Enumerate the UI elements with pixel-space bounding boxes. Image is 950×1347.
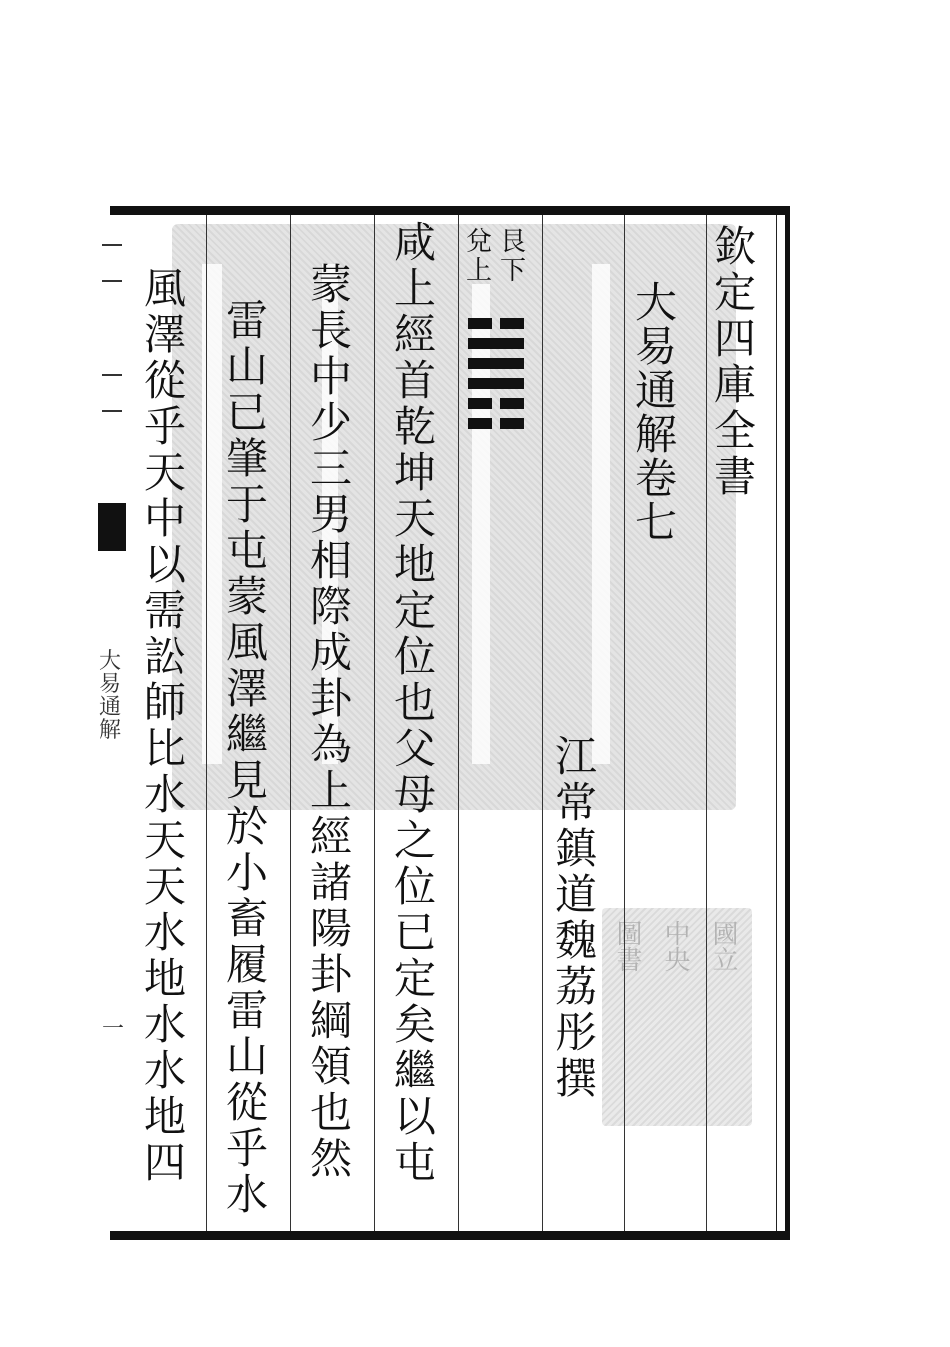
character: 乎: [143, 402, 186, 451]
character: 畜: [225, 894, 268, 943]
character: 少: [309, 398, 352, 447]
character: 雷: [225, 986, 268, 1035]
column-rule: [706, 215, 707, 1231]
character: 乾: [393, 402, 436, 451]
character: 位: [393, 862, 436, 911]
character: 荔: [554, 962, 597, 1011]
character: 比: [143, 724, 186, 773]
character: 水: [143, 770, 186, 819]
character: 風: [143, 264, 186, 313]
character: 地: [393, 540, 436, 589]
character: 天: [143, 816, 186, 865]
hexagram-line: [468, 338, 524, 349]
page-frame: [110, 206, 790, 1240]
fish-tail-mark: [98, 503, 126, 551]
character: 也: [309, 1088, 352, 1137]
character: 咸: [393, 218, 436, 267]
column-rule: [624, 215, 625, 1231]
character: 之: [393, 816, 436, 865]
character: 艮: [500, 227, 527, 257]
character: 全: [713, 406, 756, 455]
character: 三: [309, 444, 352, 493]
character: 定: [713, 268, 756, 317]
character: 兌: [466, 227, 493, 257]
volume-title: [633, 278, 679, 547]
character: 上: [309, 766, 352, 815]
character: 水: [143, 908, 186, 957]
character: 通: [98, 695, 121, 721]
character: 上: [393, 264, 436, 313]
character: 卦: [309, 950, 352, 999]
character: 中: [309, 352, 352, 401]
character: 水: [225, 1170, 268, 1219]
hexagram-line: [468, 398, 524, 409]
character: 師: [143, 678, 186, 727]
character: 然: [309, 1134, 352, 1183]
character: 解: [634, 410, 677, 459]
character: 四: [713, 314, 756, 363]
character: 經: [309, 812, 352, 861]
character: 撰: [554, 1054, 597, 1103]
margin-mark: [102, 280, 122, 282]
margin-mark: [102, 374, 122, 376]
character: 澤: [143, 310, 186, 359]
character: 蒙: [225, 572, 268, 621]
character: 下: [500, 255, 527, 286]
hexagram-label-right: [500, 228, 526, 285]
character: 鎮: [554, 824, 597, 873]
character: 中: [143, 494, 186, 543]
column-rule: [206, 215, 207, 1231]
running-title: [98, 650, 122, 742]
small-seal-glyph: 圖書: [612, 920, 642, 972]
character: 通: [634, 366, 677, 415]
character: 為: [309, 720, 352, 769]
character: 地: [143, 1092, 186, 1141]
character: 四: [143, 1138, 186, 1187]
character: 諸: [309, 858, 352, 907]
character: 陽: [309, 904, 352, 953]
character: 相: [309, 536, 352, 585]
character: 肇: [225, 434, 268, 483]
character: 澤: [225, 664, 268, 713]
column-rule: [542, 215, 543, 1231]
character: 地: [143, 954, 186, 1003]
character: 從: [143, 356, 186, 405]
character: 山: [225, 342, 268, 391]
character: 母: [393, 770, 436, 819]
character: 也: [393, 678, 436, 727]
character: 經: [393, 310, 436, 359]
character: 履: [225, 940, 268, 989]
character: 天: [393, 494, 436, 543]
character: 男: [309, 490, 352, 539]
character: 欽: [713, 222, 756, 271]
character: 領: [309, 1042, 352, 1091]
body-column-1: [392, 218, 438, 1188]
column-rule: [458, 215, 459, 1231]
character: 大: [98, 649, 121, 674]
character: 繼: [393, 1046, 436, 1095]
character: 卦: [309, 674, 352, 723]
character: 道: [554, 870, 597, 919]
character: 魏: [554, 916, 597, 965]
character: 彤: [554, 1008, 597, 1057]
column-rule: [290, 215, 291, 1231]
character: 解: [98, 718, 121, 744]
character: 已: [225, 388, 268, 437]
character: 雷: [225, 296, 268, 345]
hexagram-line: [468, 418, 524, 429]
character: 屯: [225, 526, 268, 575]
character: 天: [143, 862, 186, 911]
character: 定: [393, 586, 436, 635]
character: 上: [466, 255, 493, 286]
character: 需: [143, 586, 186, 635]
frame-inner-line: [776, 215, 777, 1231]
character: 成: [309, 628, 352, 677]
character: 屯: [393, 1138, 436, 1187]
character: 定: [393, 954, 436, 1003]
character: 天: [143, 448, 186, 497]
character: 於: [225, 802, 268, 851]
body-column-3: [224, 296, 270, 1220]
character: 蒙: [309, 260, 352, 309]
character: 長: [309, 306, 352, 355]
hexagram-figure: [468, 318, 524, 438]
character: 水: [143, 1000, 186, 1049]
character: 從: [225, 1078, 268, 1127]
character: 易: [98, 672, 121, 698]
character: 以: [143, 540, 186, 589]
character: 坤: [393, 448, 436, 497]
small-seal-glyph: 中央: [660, 920, 690, 972]
hexagram-line: [468, 318, 524, 329]
column-rule: [374, 215, 375, 1231]
character: 小: [225, 848, 268, 897]
character: 卷: [634, 454, 677, 503]
body-column-2: [308, 260, 354, 1184]
character: 于: [225, 480, 268, 529]
character: 七: [634, 498, 677, 547]
character: 位: [393, 632, 436, 681]
character: 大: [634, 278, 677, 327]
margin-mark: [102, 244, 122, 246]
character: 江: [554, 732, 597, 781]
collection-title: [712, 222, 758, 502]
character: 矣: [393, 1000, 436, 1049]
character: 首: [393, 356, 436, 405]
character: 常: [554, 778, 597, 827]
character: 易: [634, 322, 677, 371]
hexagram-line: [468, 378, 524, 389]
hexagram-label-left: [466, 228, 492, 285]
page-number: 一: [102, 1017, 125, 1042]
character: 庫: [713, 360, 756, 409]
character: 際: [309, 582, 352, 631]
margin-mark: [102, 410, 122, 412]
character: 山: [225, 1032, 268, 1081]
character: 繼: [225, 710, 268, 759]
author-line: [553, 732, 599, 1104]
character: 已: [393, 908, 436, 957]
character: 以: [393, 1092, 436, 1141]
character: 見: [225, 756, 268, 805]
character: 水: [143, 1046, 186, 1095]
small-seal-glyph: 國立: [708, 920, 738, 972]
body-column-4: [142, 264, 188, 1188]
character: 綱: [309, 996, 352, 1045]
character: 風: [225, 618, 268, 667]
character: 乎: [225, 1124, 268, 1173]
character: 父: [393, 724, 436, 773]
hexagram-line: [468, 358, 524, 369]
character: 訟: [143, 632, 186, 681]
character: 書: [713, 452, 756, 501]
